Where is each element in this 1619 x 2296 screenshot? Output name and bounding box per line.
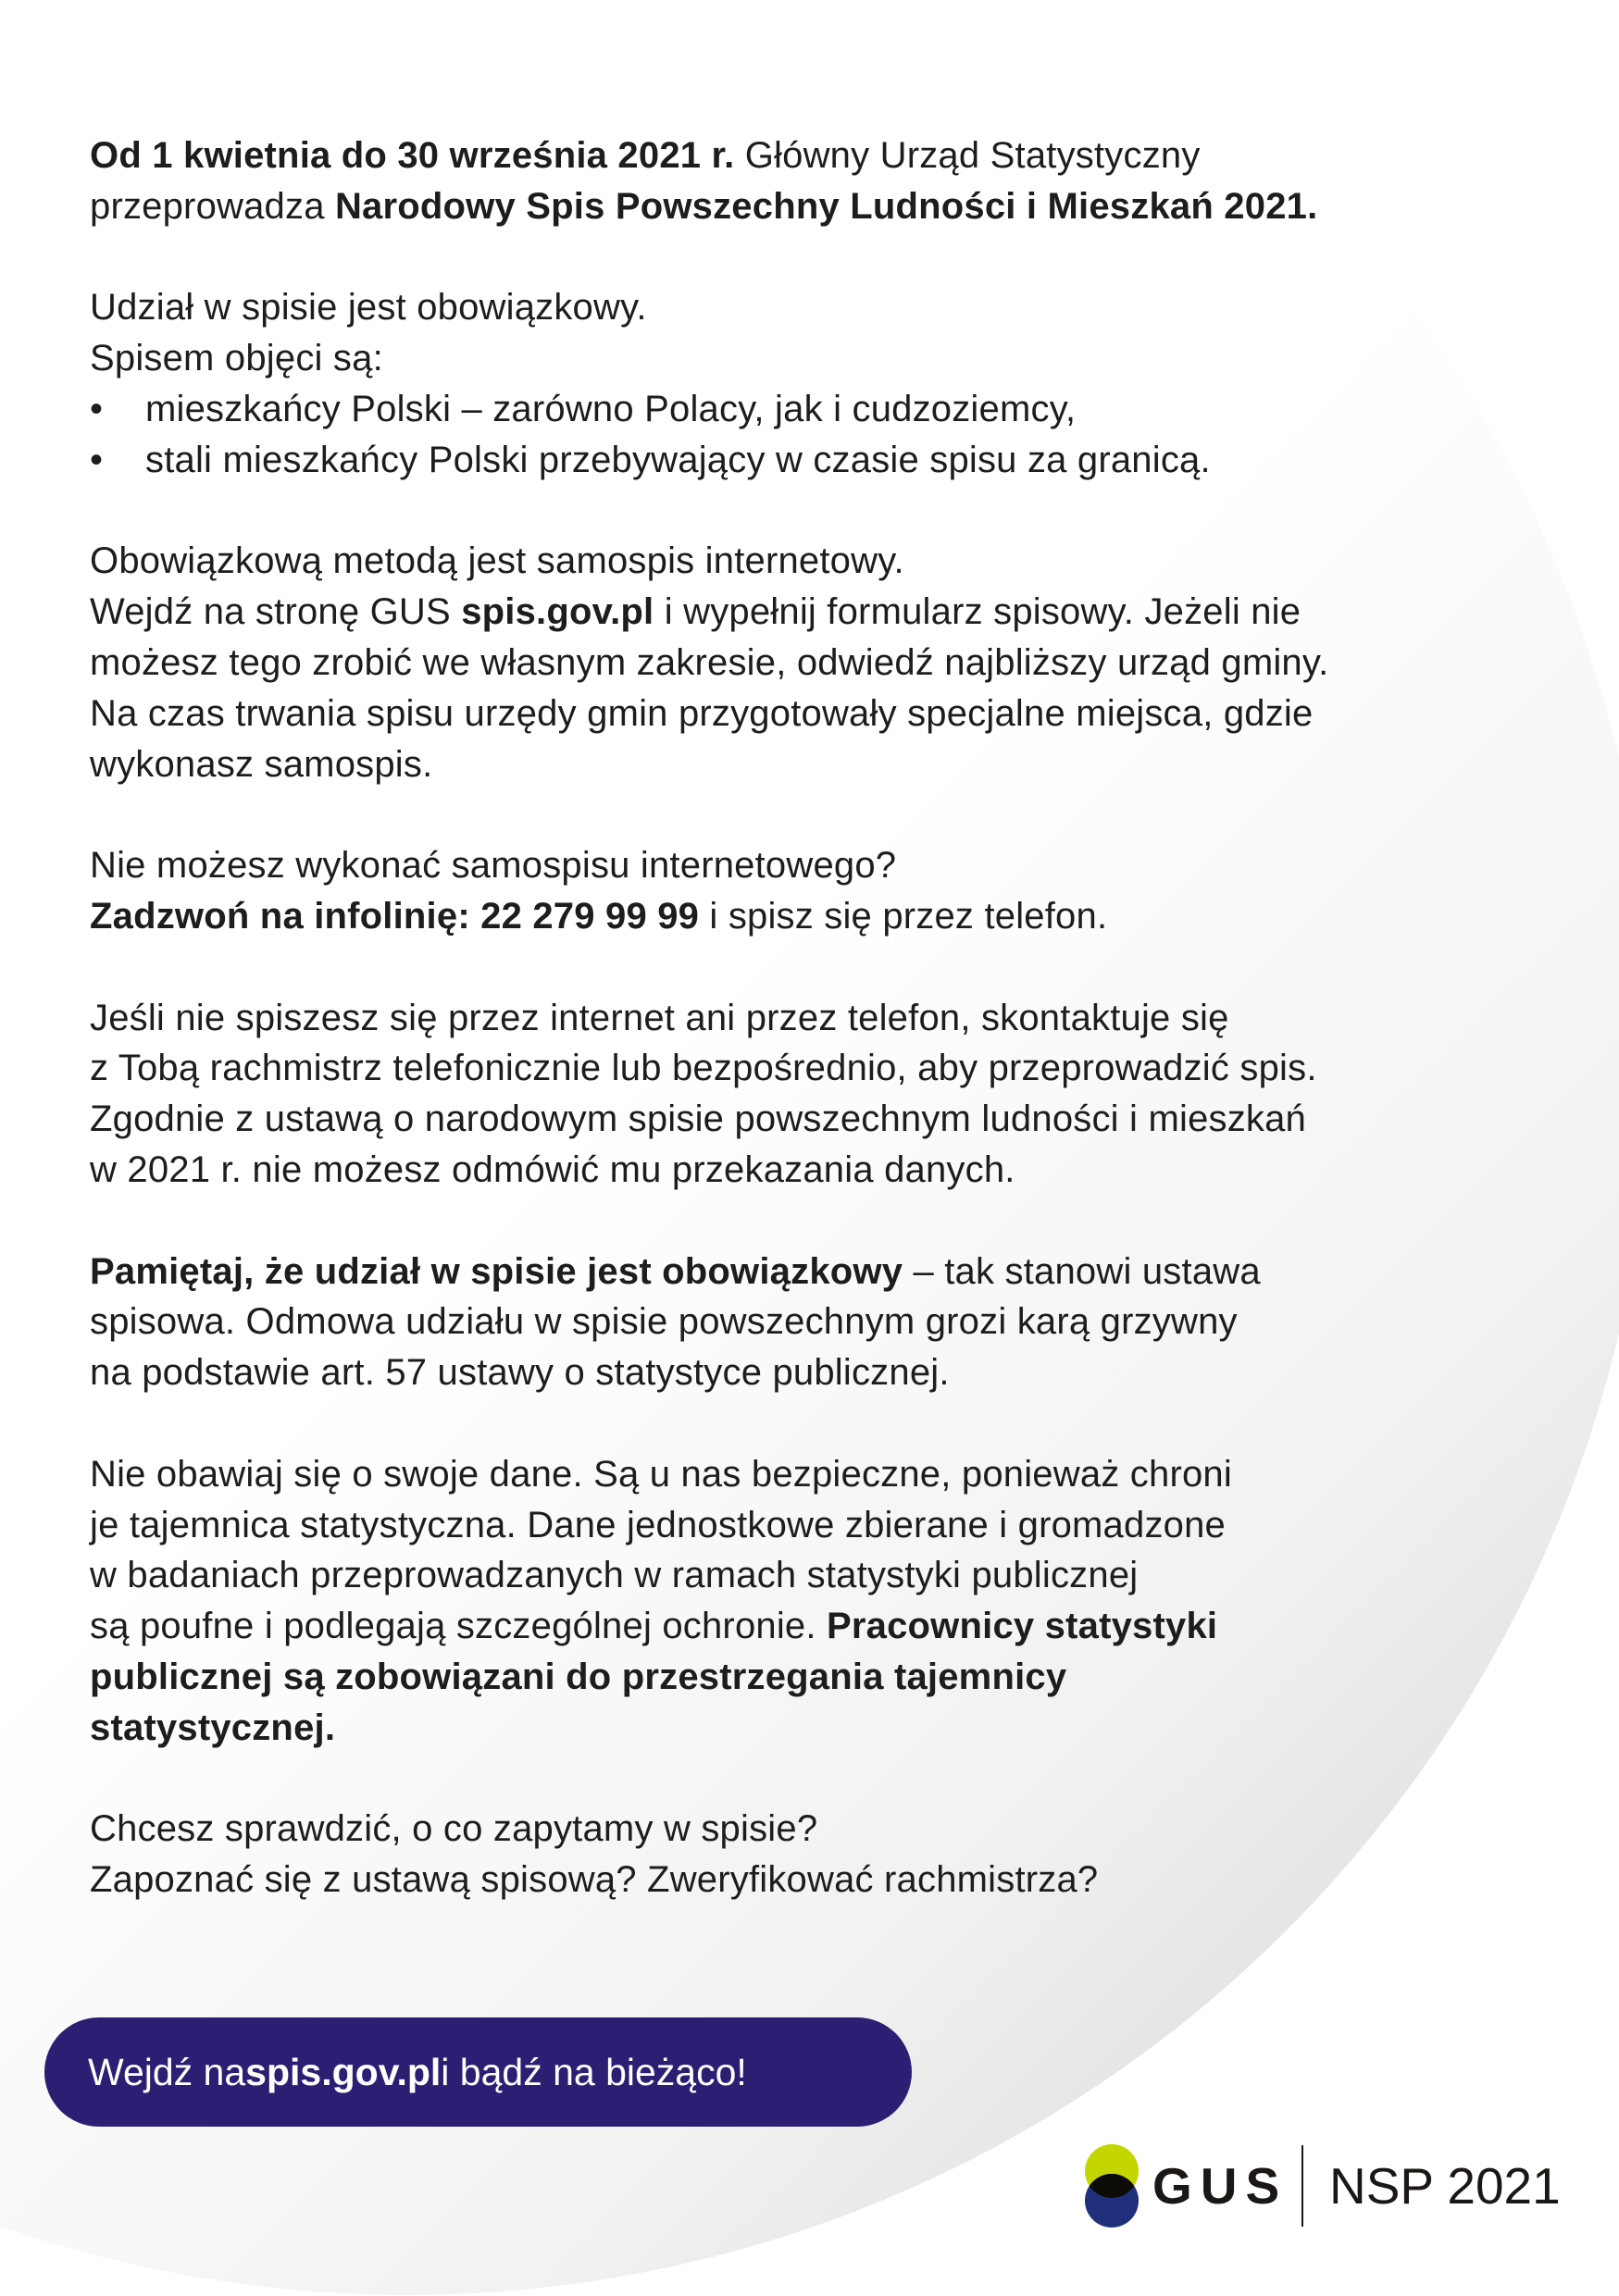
text: Nie możesz wykonać samospisu internetowego? — [90, 845, 897, 887]
bold-text: spis.gov.pl — [461, 591, 654, 633]
text: Obowiązkową metodą jest samospis internetowy. — [90, 540, 904, 582]
text-line — [90, 1247, 1328, 1297]
bullet-text: stali mieszkańcy Polski przebywający w czasie spisu za granicą. — [145, 439, 1211, 480]
text: Jeśli nie spiszesz się przez internet ani przez telefon, skontaktuje się — [90, 997, 1229, 1038]
paragraph — [90, 993, 1328, 1196]
text-line — [90, 840, 1328, 891]
gus-nsp-logo — [1081, 2140, 1563, 2232]
bold-text: Pamiętaj, że udział w spisie jest obowiązkowy — [90, 1250, 903, 1292]
text: i spisz się przez telefon. — [699, 895, 1108, 937]
text: z Tobą rachmistrz telefonicznie lub bezpośrednio, aby przeprowadzić spis. — [90, 1048, 1317, 1089]
text-line — [90, 638, 1328, 689]
bold-text: Zadzwoń na infolinię: 22 279 99 99 — [90, 895, 700, 937]
logo-gus-text: GUS — [1152, 2157, 1289, 2215]
text: Wejdź na stronę GUS — [90, 591, 462, 633]
text-line — [90, 1703, 1328, 1754]
text: Na czas trwania spisu urzędy gmin przygotowały specjalne miejsca, gdzie — [90, 692, 1314, 734]
bullet-icon: • — [90, 439, 104, 480]
text: w 2021 r. nie możesz odmówić mu przekazania danych. — [90, 1148, 1015, 1190]
text-line — [90, 1449, 1328, 1500]
paragraph — [90, 840, 1328, 942]
text-line — [90, 739, 1328, 790]
bold-text: statystycznej. — [90, 1706, 336, 1748]
text: Chcesz sprawdzić, o co zapytamy w spisie? — [90, 1808, 818, 1850]
text-line — [90, 333, 1328, 384]
paragraph — [90, 536, 1328, 789]
text: przeprowadza — [90, 185, 335, 227]
text: Zgodnie z ustawą o narodowym spisie powszechnym ludności i mieszkań — [90, 1098, 1307, 1140]
text-line — [90, 891, 1328, 942]
leaflet-body — [90, 130, 1328, 1956]
bold-text: Narodowy Spis Powszechny Ludności i Mieszkań 2021. — [334, 185, 1318, 227]
logo-nsp-text: NSP 2021 — [1329, 2157, 1561, 2215]
visit-spis-gov-pl-button[interactable] — [44, 2017, 912, 2127]
text-line — [90, 1652, 1328, 1703]
text-line — [90, 1347, 1328, 1398]
text: Zapoznać się z ustawą spisową? Zweryfikować rachmistrza? — [90, 1859, 1099, 1901]
paragraph — [90, 282, 1328, 485]
text: Główny Urząd Statystyczny — [734, 135, 1201, 176]
text: – tak stanowi ustawa — [903, 1250, 1261, 1292]
text: wykonasz samospis. — [90, 743, 433, 785]
paragraph — [90, 130, 1328, 232]
text-line — [90, 1043, 1328, 1094]
text-line — [90, 1297, 1328, 1347]
bullet-text: mieszkańcy Polski – zarówno Polacy, jak i cudzoziemcy, — [145, 388, 1077, 429]
text: Udział w spisie jest obowiązkowy. — [90, 287, 647, 329]
text: możesz tego zrobić we własnym zakresie, odwiedź najbliższy urząd gminy. — [90, 641, 1329, 683]
cta-suffix: i bądź na bieżąco! — [441, 2050, 747, 2093]
paragraph — [90, 1449, 1328, 1754]
text: są poufne i podlegają szczególnej ochronie. — [90, 1606, 828, 1647]
text-line — [90, 1500, 1328, 1551]
text: Nie obawiaj się o swoje dane. Są u nas bezpieczne, ponieważ chroni — [90, 1453, 1232, 1495]
text-line — [90, 1550, 1328, 1601]
bold-text: publicznej są zobowiązani do przestrzegania tajemnicy — [90, 1656, 1067, 1697]
text: Spisem objęci są: — [90, 338, 383, 379]
text-line — [90, 1804, 1328, 1855]
bullet-list-item — [90, 435, 1328, 486]
bold-text: Od 1 kwietnia do 30 września 2021 r. — [90, 135, 735, 176]
paragraph — [90, 1804, 1328, 1905]
text-line — [90, 181, 1328, 232]
cta-prefix: Wejdź na — [88, 2050, 246, 2093]
text: i wypełnij formularz spisowy. Jeżeli nie — [654, 591, 1301, 633]
gus-circles-logo-icon — [1081, 2143, 1142, 2228]
text-line — [90, 1145, 1328, 1196]
text-line — [90, 689, 1328, 739]
paragraph — [90, 1247, 1328, 1398]
text: w badaniach przeprowadzanych w ramach statystyki publicznej — [90, 1555, 1139, 1596]
text-line — [90, 1094, 1328, 1145]
text-line — [90, 1601, 1328, 1652]
bold-text: Pracownicy statystyki — [827, 1606, 1218, 1647]
text-line — [90, 587, 1328, 638]
text: na podstawie art. 57 ustawy o statystyce publicznej. — [90, 1352, 950, 1394]
cta-link[interactable]: spis.gov.pl — [245, 2050, 442, 2093]
bullet-icon: • — [90, 388, 104, 429]
bullet-list-item — [90, 384, 1328, 435]
text-line — [90, 993, 1328, 1044]
text-line — [90, 282, 1328, 333]
logo-divider — [1301, 2145, 1303, 2227]
text-line — [90, 1855, 1328, 1905]
text: je tajemnica statystyczna. Dane jednostkowe zbierane i gromadzone — [90, 1504, 1226, 1545]
text: spisowa. Odmowa udziału w spisie powszechnym grozi karą grzywny — [90, 1301, 1238, 1343]
text-line — [90, 536, 1328, 587]
text-line — [90, 130, 1328, 181]
